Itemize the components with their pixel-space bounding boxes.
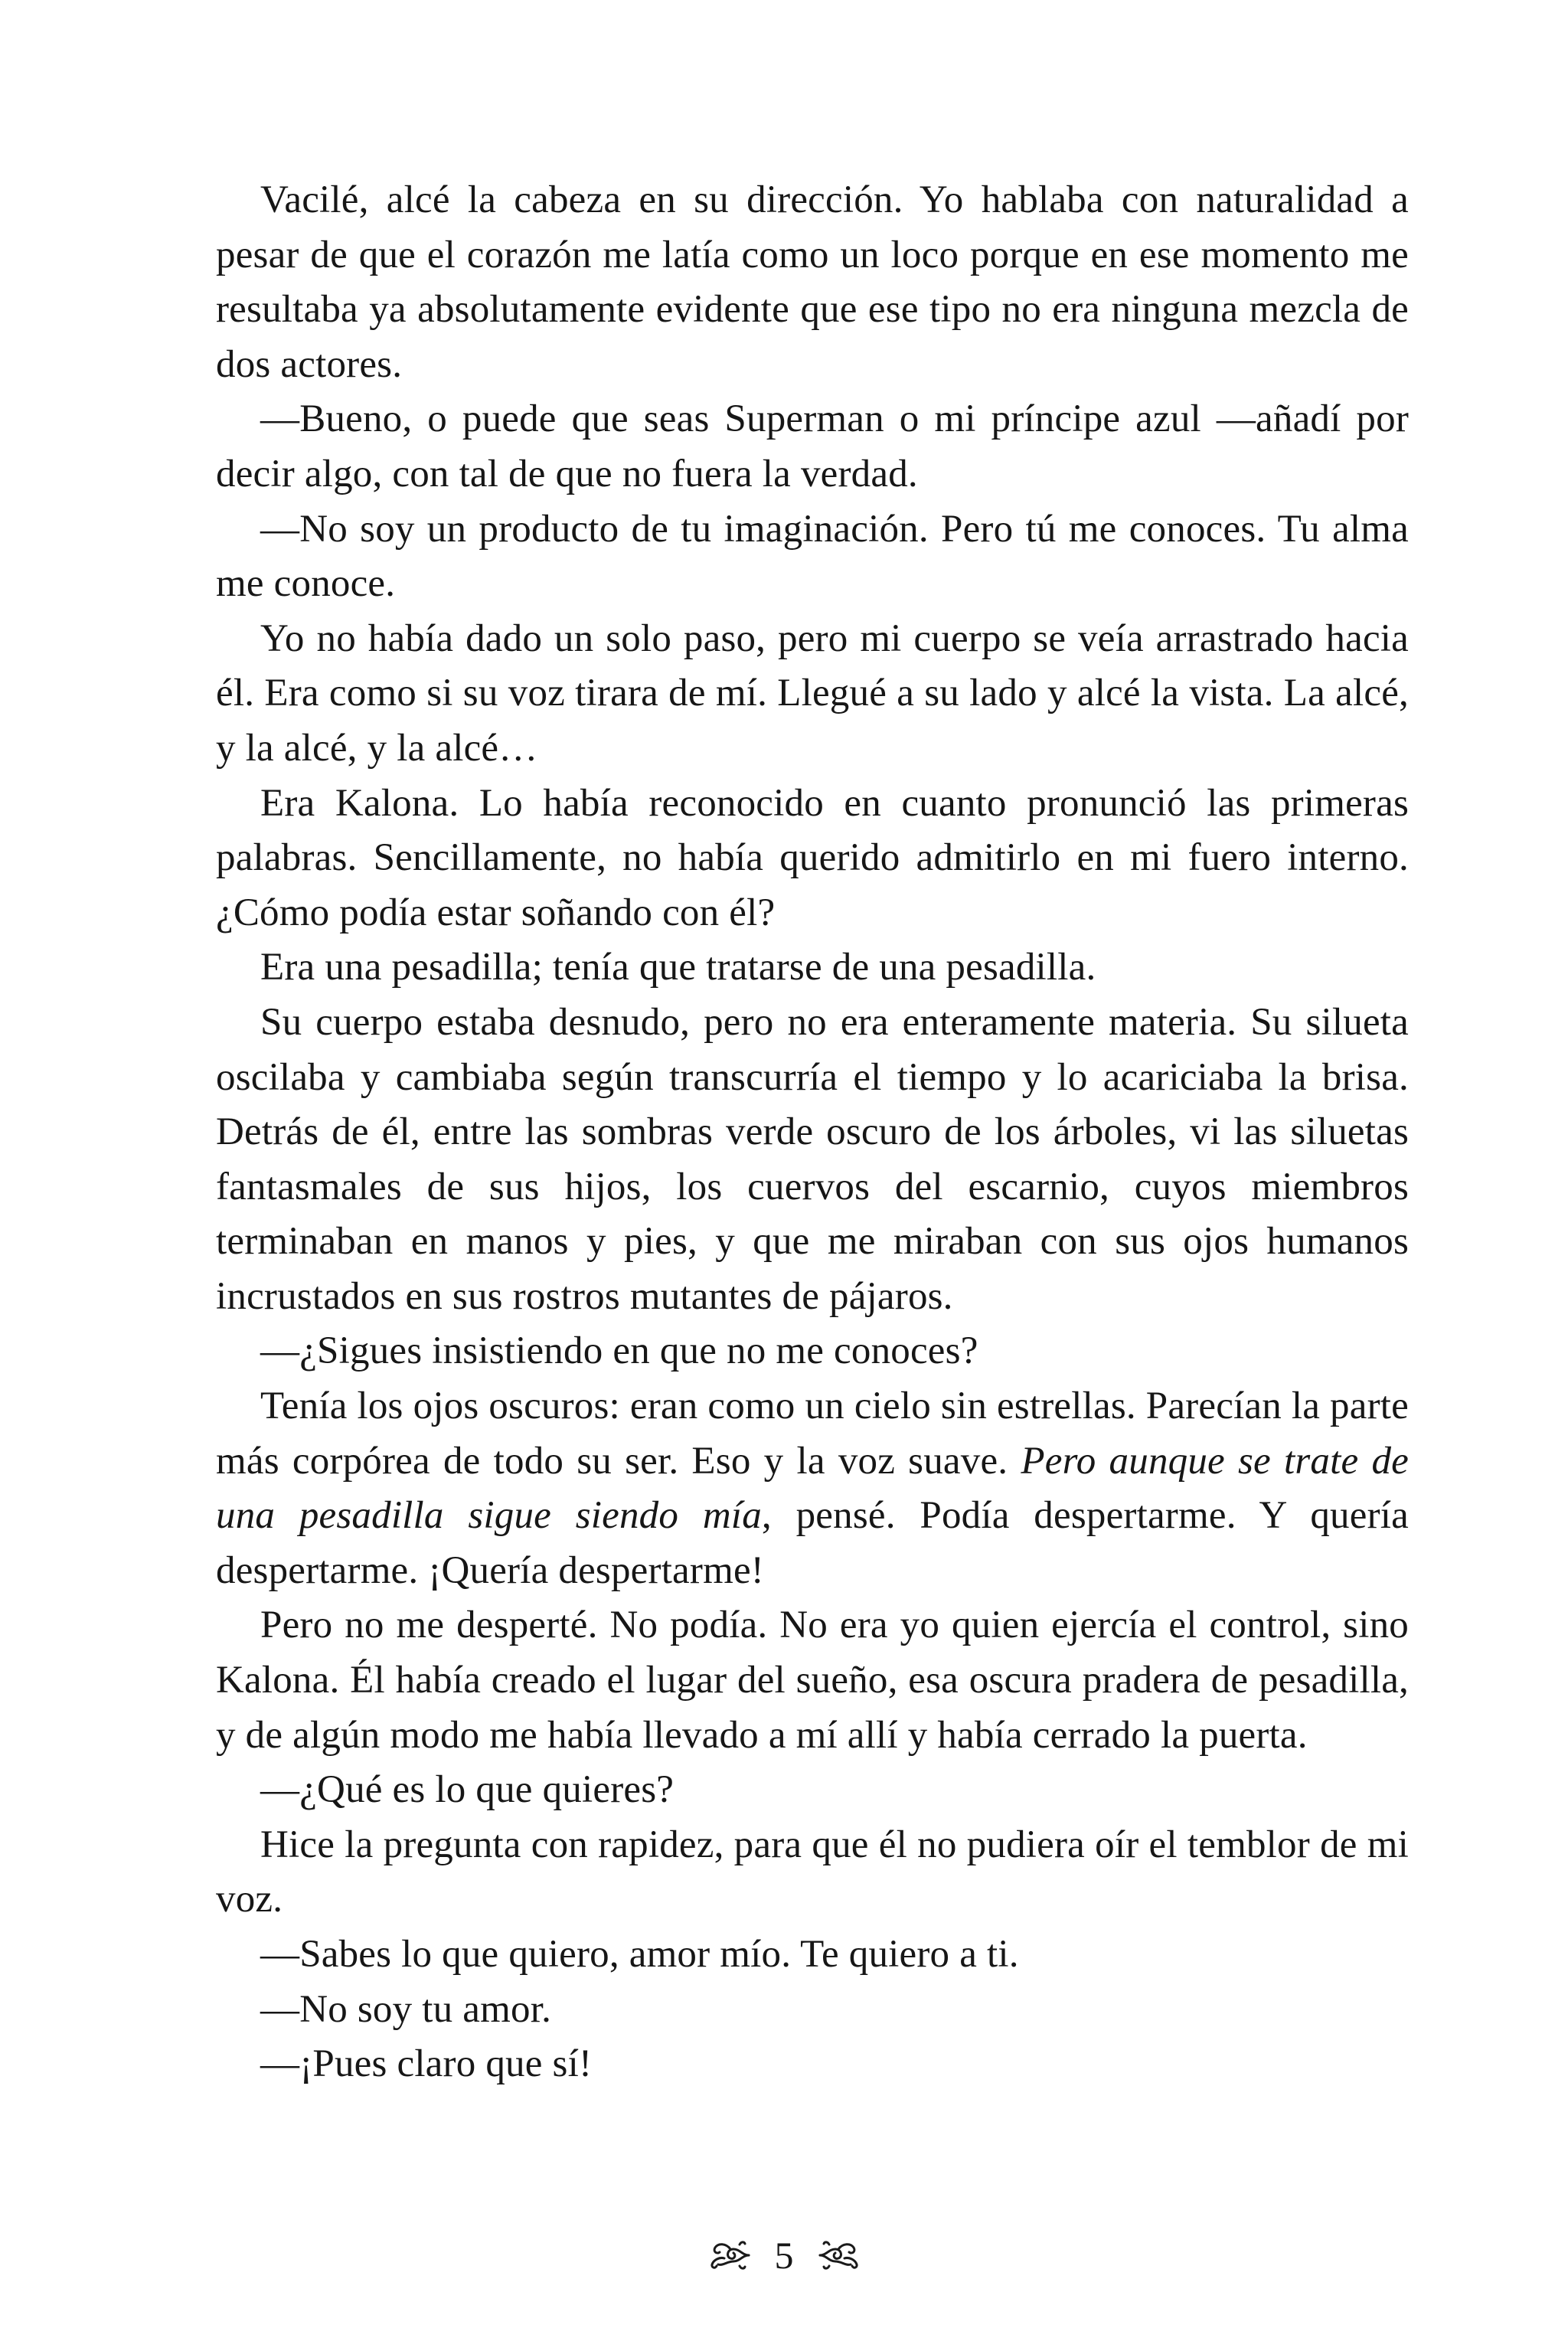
paragraph: —No soy un producto de tu imaginación. Pero tú me conoces. Tu alma me conoce. [216,507,1409,606]
paragraph: —Sabes lo que quiero, amor mío. Te quiero a ti. [260,1933,1019,1976]
paragraph: Pero no me desperté. No podía. No era yo quien ejercía el control, sino Kalona. Él había creado el lugar del sueño, esa oscura pradera de pesadilla, y de algún modo me había llevado a mí allí y había cerrado la puerta. [216,1604,1409,1757]
italic-thought: Pero aunque se trate de una pesadilla sigue siendo mía [216,1439,1409,1538]
paragraph: Era una pesadilla; tenía que tratarse de una pesadilla. [260,946,1096,989]
page-footer [0,2225,1568,2286]
paragraph: Era Kalona. Lo había reconocido en cuanto pronunció las primeras palabras. Sencillamente, no había querido admitirlo en mi fuero interno. ¿Cómo podía estar soñando con él? [216,781,1409,934]
paragraph-text-post: , pensé. Podía despertarme. Y quería despertarme. ¡Quería despertarme! [216,1494,1409,1592]
paragraph-with-italic [216,1379,1409,1598]
paragraph: Su cuerpo estaba desnudo, pero no era enteramente materia. Su silueta oscilaba y cambiaba según transcurría el tiempo y lo acariciaba la brisa. Detrás de él, entre las sombras verde oscuro de los árboles, vi las siluetas fantasmales de sus hijos, los cuervos del escarnio, cuyos miembros terminaban en manos y pies, y que me miraban con sus ojos humanos incrustados en sus rostros mutantes de pájaros. [216,1000,1409,1318]
paragraph: —¿Sigues insistiendo en que no me conoces? [260,1329,978,1373]
flourish-ornament-right-icon [817,2237,860,2274]
body-text [216,173,1409,2092]
paragraph-text-pre: Tenía los ojos oscuros: eran como un cielo sin estrellas. Parecían la parte más corpórea de todo su ser. Eso y la voz suave. [216,1385,1409,1483]
paragraph: —No soy tu amor. [260,1987,552,2031]
paragraph: Hice la pregunta con rapidez, para que él no pudiera oír el temblor de mi voz. [216,1823,1409,1921]
flourish-ornament-left-icon [709,2237,752,2274]
paragraph: —Bueno, o puede que seas Superman o mi príncipe azul —añadí por decir algo, con tal de que no fuera la verdad. [216,397,1409,495]
paragraph: Vacilé, alcé la cabeza en su dirección. Yo hablaba con naturalidad a pesar de que el corazón me latía como un loco porque en ese momento me resultaba ya absolutamente evidente que ese tipo no era ninguna mezcla de dos actores. [216,178,1409,386]
paragraph: —¡Pues claro que sí! [260,2042,593,2086]
paragraph: —¿Qué es lo que quieres? [260,1768,675,1812]
paragraph: Yo no había dado un solo paso, pero mi cuerpo se veía arrastrado hacia él. Era como si su voz tirara de mí. Llegué a su lado y alcé la vista. La alcé, y la alcé, y la alcé… [216,616,1409,770]
page-number: 5 [774,2234,794,2277]
